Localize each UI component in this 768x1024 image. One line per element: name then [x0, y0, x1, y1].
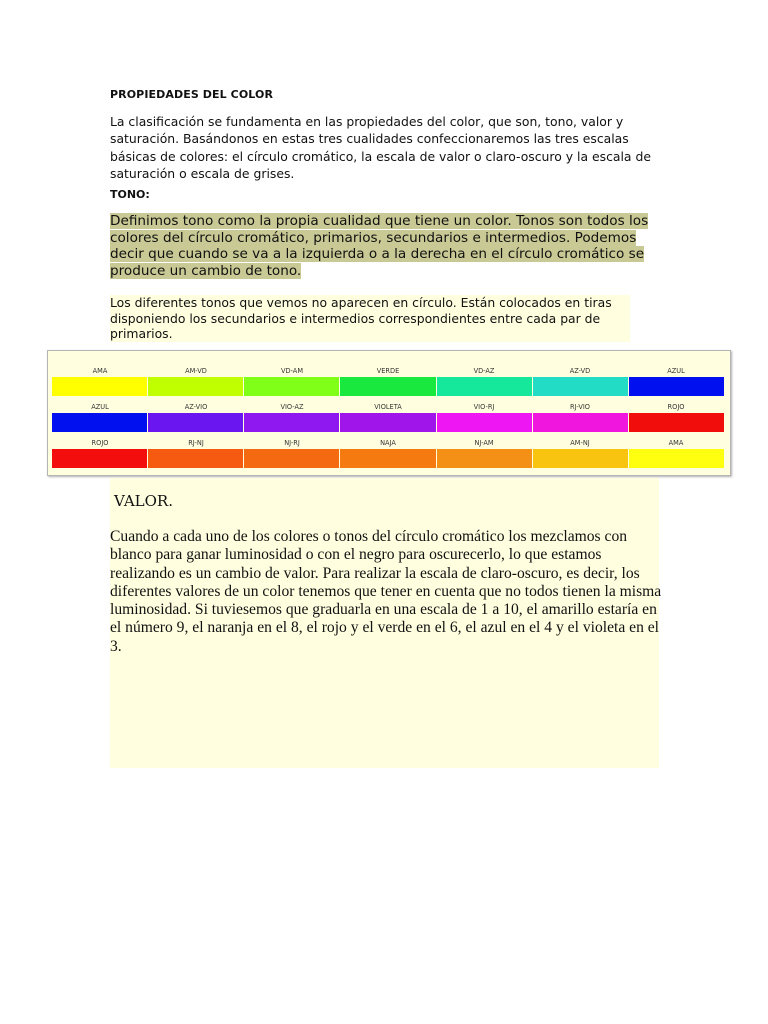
tono-definition-highlight: Definimos tono como la propia cualidad que tiene un color. Tonos son todos los colores del círculo cromático, primarios, secundarios e intermedios. Podemos decir que cuando se va a la izquierda o a la derecha en el círculo cromático se produce un cambio de tono.	[110, 213, 649, 279]
strip-label: AZ-VD	[569, 367, 591, 375]
color-swatch	[52, 413, 147, 432]
color-swatch	[533, 413, 628, 432]
strip-label: NJ-RJ	[284, 439, 300, 447]
page-title: PROPIEDADES DEL COLOR	[110, 88, 274, 101]
color-swatch	[437, 449, 532, 468]
strip-label: VIOLETA	[374, 403, 402, 411]
color-swatch	[52, 449, 147, 468]
color-swatch	[437, 377, 532, 396]
valor-paragraph: Cuando a cada uno de los colores o tonos del círculo cromático los mezclamos con blanco para ganar luminosidad o con el negro para oscurecerlo, lo que estamos realizando es un cambio de valor. Para realizar la escala de claro-oscuro, es decir, los diferentes valores de un color tenemos que tener en cuenta que no todos tienen la misma luminosidad. Si tuviesemos que graduarla en una escala de 1 a 10, el amarillo estaría en el número 9, el naranja en el 8, el rojo y el verde en el 6, el azul en el 4 y el violeta en el 3.	[110, 528, 662, 655]
tono-definition	[110, 213, 658, 279]
strip-label: VD-AM	[280, 367, 304, 375]
strip-label: RJ-NJ	[188, 439, 204, 447]
valor-heading: VALOR.	[114, 492, 173, 510]
tono-heading: TONO:	[110, 188, 150, 201]
strip-label: AMA	[668, 439, 684, 447]
strip-label: AM-VD	[185, 367, 207, 375]
color-swatch	[533, 377, 628, 396]
strip-label: AZUL	[91, 403, 109, 411]
strip-label: VIO-AZ	[280, 403, 304, 411]
color-swatch	[340, 449, 435, 468]
strip-label: AMA	[92, 367, 108, 375]
color-swatch	[437, 413, 532, 432]
color-swatch	[629, 413, 724, 432]
color-strips-figure	[47, 350, 731, 476]
strip-label: VD-AZ	[473, 367, 495, 375]
strip-label: AZ-VIO	[184, 403, 208, 411]
strip-label: AZUL	[667, 367, 685, 375]
strip-label: RJ-VIO	[570, 403, 590, 411]
tonos-paragraph: Los diferentes tonos que vemos no aparecen en círculo. Están colocados en tiras disponiendo los secundarios e intermedios correspondientes entre cada par de primarios.	[110, 295, 630, 342]
strip-label: AM-NJ	[570, 439, 590, 447]
strip-label: ROJO	[91, 439, 109, 447]
color-strip-row	[52, 437, 724, 471]
intro-paragraph: La clasificación se fundamenta en las propiedades del color, que son, tono, valor y saturación. Basándonos en estas tres cualidades confeccionaremos las tres escalas básicas de colores: el círculo cromático, la escala de valor o claro-oscuro y la escala de saturación o escala de grises.	[110, 114, 651, 182]
color-swatch	[148, 449, 243, 468]
color-swatch	[52, 377, 147, 396]
strip-label: NJ-AM	[474, 439, 494, 447]
color-swatch	[244, 413, 339, 432]
color-swatch	[148, 413, 243, 432]
color-swatch	[629, 377, 724, 396]
color-swatch	[340, 413, 435, 432]
color-swatch	[629, 449, 724, 468]
color-swatch	[340, 377, 435, 396]
strip-label: VIO-RJ	[473, 403, 495, 411]
strip-label: NAJA	[380, 439, 396, 447]
strip-label: VERDE	[376, 367, 400, 375]
color-swatch	[244, 377, 339, 396]
color-strip-row	[52, 401, 724, 435]
color-swatch	[244, 449, 339, 468]
color-swatch	[148, 377, 243, 396]
color-strip-row	[52, 365, 724, 399]
color-swatch	[533, 449, 628, 468]
strip-label: ROJO	[667, 403, 685, 411]
